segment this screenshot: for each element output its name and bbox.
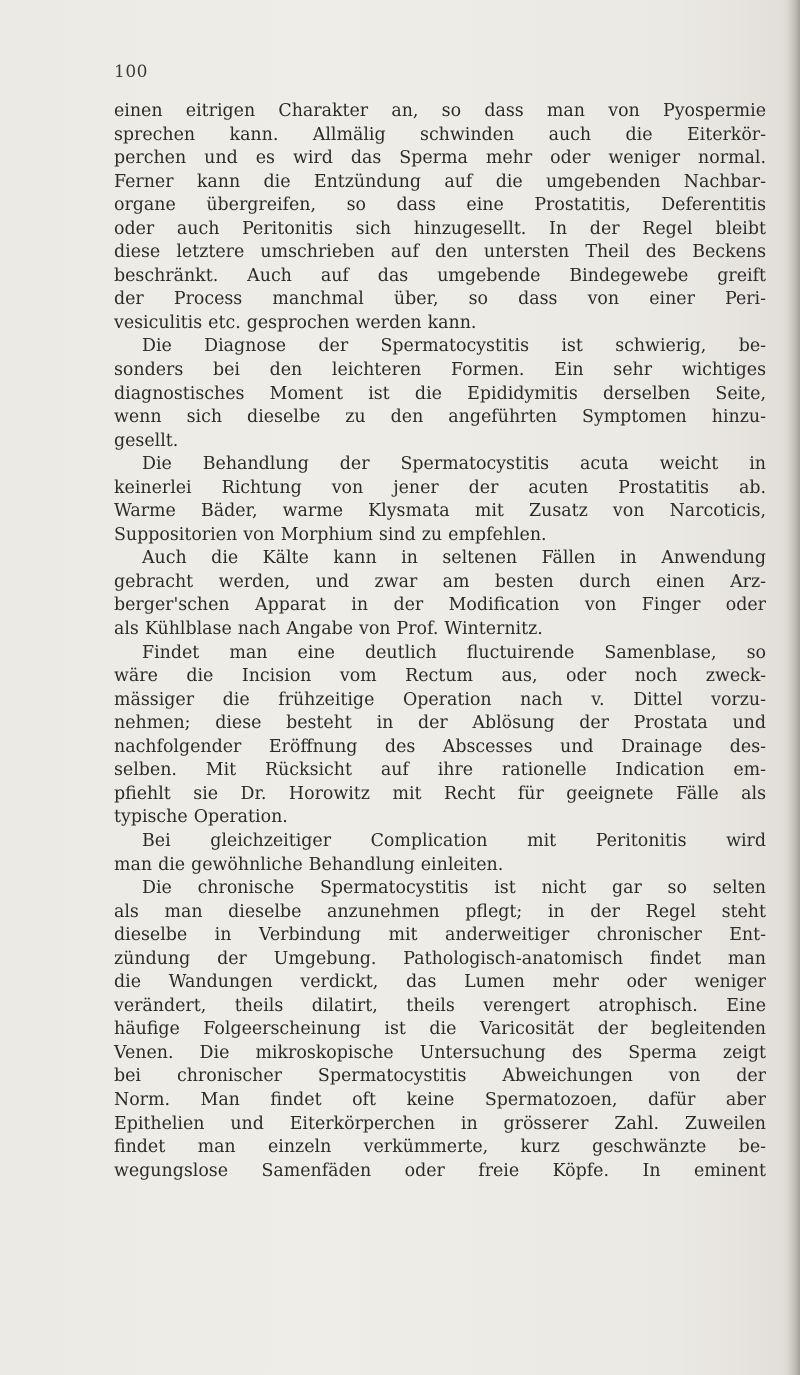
text-line: die Wandungen verdickt, das Lumen mehr oder weniger xyxy=(114,972,766,993)
text-line: diese letztere umschrieben auf den untersten Theil des Beckens xyxy=(114,242,766,263)
text-line: Die chronische Spermatocystitis ist nicht gar so selten xyxy=(142,878,766,899)
text-line: Die Diagnose der Spermatocystitis ist schwierig, be- xyxy=(142,336,766,357)
text-line: organe übergreifen, so dass eine Prostatitis, Deferentitis xyxy=(114,195,766,216)
text-line: beschränkt. Auch auf das umgebende Bindegewebe greift xyxy=(114,265,766,286)
text-line: als Kühlblase nach Angabe von Prof. Winternitz. xyxy=(114,619,543,640)
text-line: Suppositorien von Morphium sind zu empfehlen. xyxy=(114,524,547,545)
page-number: 100 xyxy=(114,62,148,82)
text-line: mässiger die frühzeitige Operation nach v. Dittel vorzu- xyxy=(114,689,766,710)
text-line: selben. Mit Rücksicht auf ihre rationelle Indication em- xyxy=(114,760,766,781)
text-line: diagnostisches Moment ist die Epididymitis derselben Seite, xyxy=(114,383,766,404)
text-line: Ferner kann die Entzündung auf die umgebenden Nachbar- xyxy=(114,171,766,192)
text-line: perchen und es wird das Sperma mehr oder weniger normal. xyxy=(114,148,766,169)
page-edge-shadow xyxy=(786,0,800,1375)
text-line: zündung der Umgebung. Pathologisch-anatomisch findet man xyxy=(114,948,766,969)
text-line: Epithelien und Eiterkörperchen in grösserer Zahl. Zuweilen xyxy=(114,1113,766,1134)
text-line: als man dieselbe anzunehmen pflegt; in der Regel steht xyxy=(114,901,766,922)
text-line: häufige Folgeerscheinung ist die Varicosität der begleitenden xyxy=(114,1019,766,1040)
text-line: der Process manchmal über, so dass von einer Peri- xyxy=(114,289,766,310)
text-line: Warme Bäder, warme Klysmata mit Zusatz von Narcoticis, xyxy=(114,501,766,522)
text-line: keinerlei Richtung von jener der acuten Prostatitis ab. xyxy=(114,477,766,498)
text-line: gebracht werden, und zwar am besten durch einen Arz- xyxy=(114,571,766,592)
text-line: sprechen kann. Allmälig schwinden auch die Eiterkör- xyxy=(114,124,766,145)
text-line: Die Behandlung der Spermatocystitis acuta weicht in xyxy=(142,454,766,475)
body-text xyxy=(114,100,766,1183)
text-line: wegungslose Samenfäden oder freie Köpfe. In eminent xyxy=(114,1160,766,1181)
text-line: Findet man eine deutlich fluctuirende Samenblase, so xyxy=(142,642,766,663)
text-line: vesiculitis etc. gesprochen werden kann. xyxy=(114,312,477,333)
text-line: Venen. Die mikroskopische Untersuchung des Sperma zeigt xyxy=(114,1042,766,1063)
text-line: Bei gleichzeitiger Complication mit Peritonitis wird xyxy=(142,830,766,851)
text-line: bei chronischer Spermatocystitis Abweichungen von der xyxy=(114,1066,766,1087)
text-line: wäre die Incision vom Rectum aus, oder noch zweck- xyxy=(114,666,766,687)
text-line: berger'schen Apparat in der Modification von Finger oder xyxy=(114,595,766,616)
text-line: oder auch Peritonitis sich hinzugesellt. In der Regel bleibt xyxy=(114,218,766,239)
text-line: typische Operation. xyxy=(114,807,288,828)
text-line: sonders bei den leichteren Formen. Ein sehr wichtiges xyxy=(114,360,766,381)
text-line: einen eitrigen Charakter an, so dass man von Pyospermie xyxy=(114,101,766,121)
text-line: dieselbe in Verbindung mit anderweitiger chronischer Ent- xyxy=(114,925,766,946)
text-line: wenn sich dieselbe zu den angeführten Symptomen hinzu- xyxy=(114,407,766,428)
text-line: gesellt. xyxy=(114,430,179,451)
text-line: nehmen; diese besteht in der Ablösung der Prostata und xyxy=(114,713,766,734)
text-line: nachfolgender Eröffnung des Abscesses und Drainage des- xyxy=(114,736,766,757)
text-line: Auch die Kälte kann in seltenen Fällen in Anwendung xyxy=(142,548,766,569)
text-line: Norm. Man findet oft keine Spermatozoen, dafür aber xyxy=(114,1089,766,1110)
text-line: verändert, theils dilatirt, theils verengert atrophisch. Eine xyxy=(114,995,766,1016)
text-line: man die gewöhnliche Behandlung einleiten. xyxy=(114,854,504,875)
text-line: findet man einzeln verkümmerte, kurz geschwänzte be- xyxy=(114,1137,766,1158)
text-line: pfiehlt sie Dr. Horowitz mit Recht für geeignete Fälle als xyxy=(114,783,766,804)
